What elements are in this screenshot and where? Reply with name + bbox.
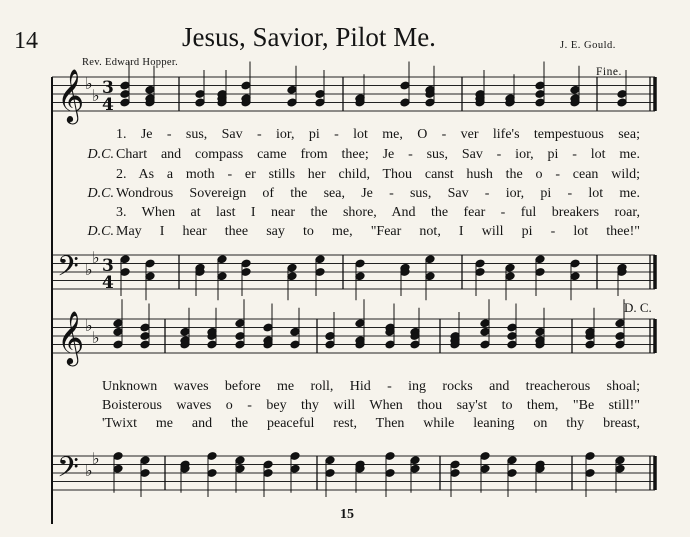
- time-signature-bottom: 4: [102, 95, 114, 115]
- treble-clef-icon: 𝄞: [57, 68, 85, 122]
- lyric-line-2: [66, 147, 640, 167]
- flat-icon: ♭: [85, 260, 93, 279]
- flat-icon: ♭: [85, 316, 93, 335]
- flat-icon: ♭: [92, 449, 100, 468]
- lyric-line-1: [66, 127, 640, 147]
- lyric-tag: D.C.: [87, 224, 114, 239]
- flat-icon: ♭: [92, 248, 100, 267]
- time-signature-bottom: 4: [102, 273, 114, 293]
- lyric-text: 1. Je - sus, Sav - ior, pi - lot me, O - ver life's tempestuous sea;: [116, 127, 640, 142]
- flat-icon: ♭: [85, 461, 93, 480]
- page-number: 15: [340, 507, 354, 522]
- author-credit: Rev. Edward Hopper.: [82, 57, 178, 68]
- lyric-text: Chart and compass came from thee; Je - sus, Sav - ior, pi - lot me.: [116, 147, 640, 162]
- time-signature-top: 3: [102, 256, 114, 276]
- bass-clef-icon: 𝄢: [57, 250, 79, 290]
- lyric-line-9: 'Twixt me and the peaceful rest, Then while leaning on thy breast,: [102, 416, 640, 431]
- lyric-line-5: [66, 205, 640, 225]
- fine-marking: Fine.: [596, 66, 622, 78]
- flat-icon: ♭: [92, 86, 100, 105]
- treble-clef-icon: 𝄞: [57, 310, 85, 364]
- lyric-line-3: [66, 167, 640, 187]
- lyric-line-6: [66, 224, 640, 244]
- lyric-tag: D.C.: [87, 186, 114, 201]
- bass-clef-icon: 𝄢: [57, 451, 79, 491]
- hymn-title: Jesus, Savior, Pilot Me.: [182, 22, 436, 52]
- time-signature-top: 3: [102, 78, 114, 98]
- lyric-text: 3. When at last I near the shore, And the fear - ful breakers roar,: [116, 205, 640, 220]
- hymn-number: 14: [14, 28, 38, 54]
- composer-credit: J. E. Gould.: [560, 40, 616, 51]
- lyric-line-4: [66, 186, 640, 206]
- lyric-text: 2. As a moth - er stills her child, Thou canst hush the o - cean wild;: [116, 167, 640, 182]
- lyric-line-8: Boisterous waves o - bey thy will When thou say'st to them, "Be still!": [102, 398, 640, 413]
- lyric-text: Wondrous Sovereign of the sea, Je - sus, Sav - ior, pi - lot me.: [116, 186, 640, 201]
- flat-icon: ♭: [92, 328, 100, 347]
- lyric-text: May I hear thee say to me, "Fear not, I will pi - lot thee!": [116, 224, 640, 239]
- dc-marking: D. C.: [624, 300, 652, 315]
- lyric-line-7: Unknown waves before me roll, Hid - ing rocks and treacherous shoal;: [102, 379, 640, 394]
- flat-icon: ♭: [85, 74, 93, 93]
- lyric-tag: D.C.: [87, 147, 114, 162]
